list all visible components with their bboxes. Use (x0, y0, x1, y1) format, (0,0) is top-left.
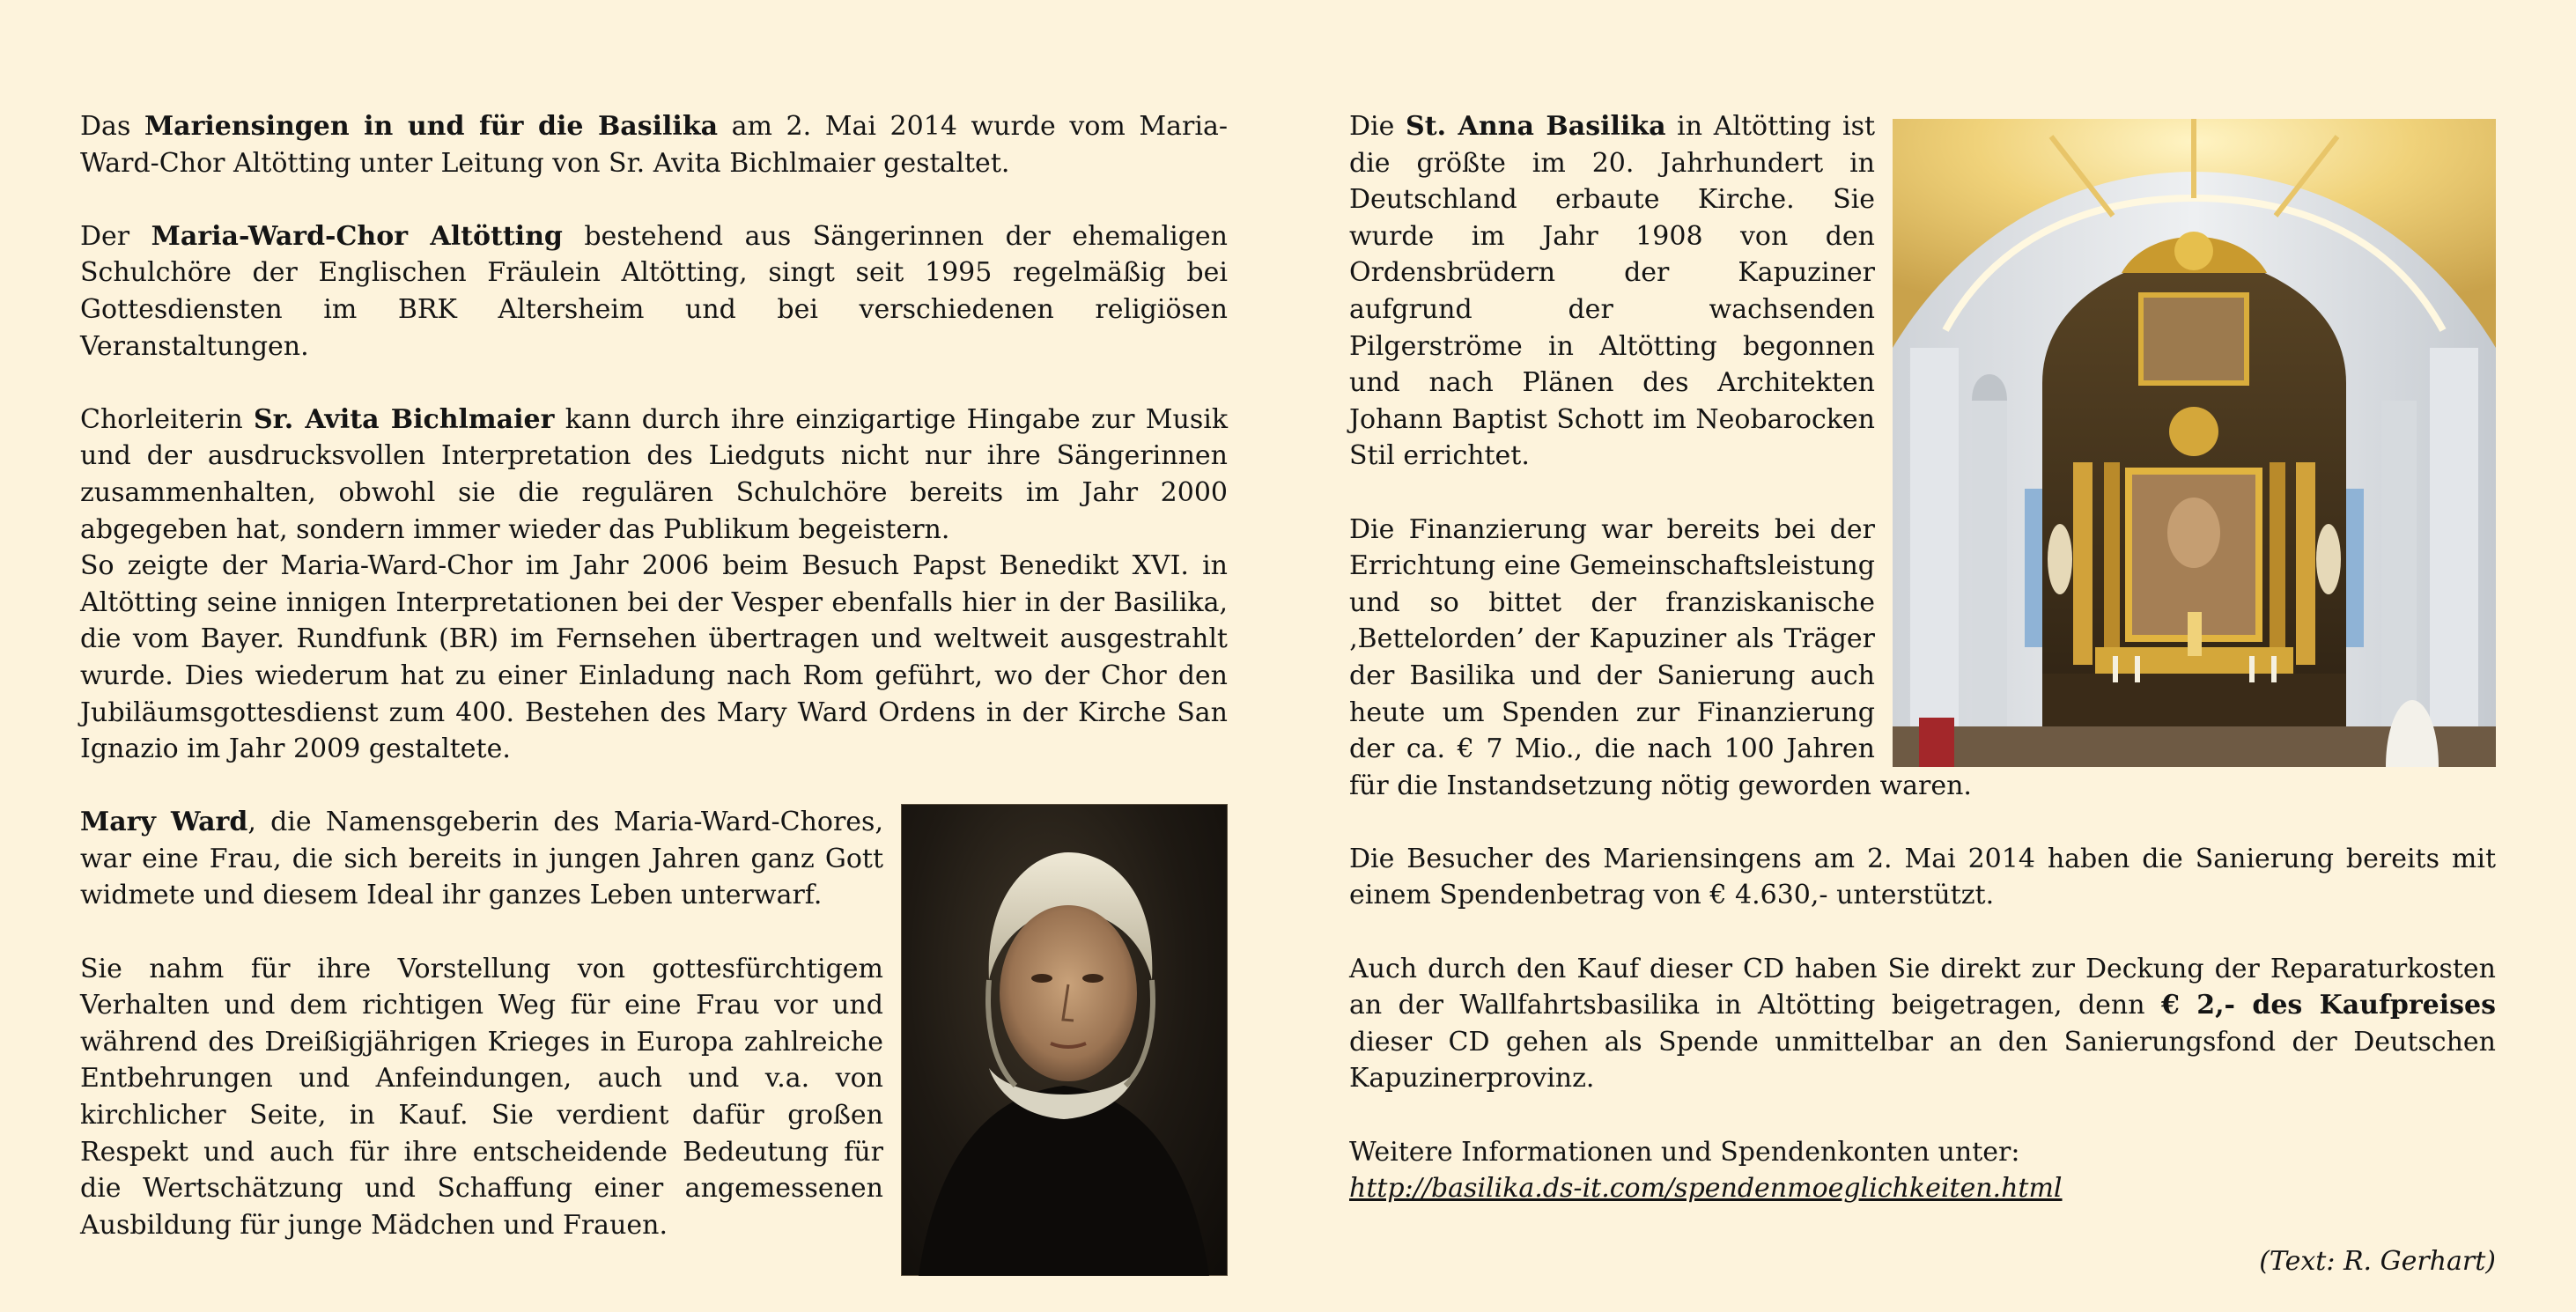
donation-url-link[interactable]: http://basilika.ds-it.com/spendenmoeglichkeiten.html (1349, 1173, 2063, 1205)
text-credit: (Text: R. Gerhart) (2259, 1246, 2496, 1278)
more-info-label: Weitere Informationen und Spendenkonten unter: (1349, 1136, 2020, 1168)
cd-purchase-paragraph: Auch durch den Kauf dieser CD haben Sie direkt zur Deckung der Reparaturkosten an der Wallfahrtsbasilika in Altötting beigetragen, denn € 2,- des Kaufpreises dieser CD gehen als Spende unmittelbar an den Sanierungsfond der Deutschen Kapuzinerprovinz. (1349, 953, 2496, 1095)
basilica-altar-photo (1893, 119, 2496, 767)
mary-ward-paragraph: Mary Ward, die Namensgeberin des Maria-Ward-Chores, war eine Frau, die sich bereits in jungen Jahren ganz Gott widmete und diesem Ideal ihr ganzes Leben unterwarf. (80, 807, 883, 911)
mary-ward-legacy-paragraph: Sie nahm für ihre Vorstellung von gottesfürchtigem Verhalten und dem richtigen Weg für eine Frau vor und während des Dreißigjährigen Krieges in Europa zahlreiche Entbehrungen und Anfeindungen, auch und v.a. von kirchlicher Seite, in Kauf. Sie verdient dafür großen Respekt und auch für ihre entscheidende Bedeutung für die Wertschätzung und Schaffung einer angemessenen Ausbildung für junge Mädchen und Frauen. (80, 953, 883, 1241)
more-info-link-line (1349, 1170, 2496, 1207)
donation-paragraph: Die Besucher des Mariensingens am 2. Mai 2014 haben die Sanierung bereits mit einem Spendenbetrag von € 4.630,- unterstützt. (1349, 843, 2496, 911)
choir-history-paragraph: So zeigte der Maria-Ward-Chor im Jahr 2006 beim Besuch Papst Benedikt XVI. in Altötting seine innigen Interpretationen bei der Vesper ebenfalls hier in der Basilika, die vom Bayer. Rundfunk (BR) im Fernsehen übertragen und weltweit ausgestrahlt wurde. Dies wiederum hat zu einer Einladung nach Rom geführt, wo der Chor den Jubiläumsgottesdienst zum 400. Bestehen des Mary Ward Ordens in der Kirche San Ignazio im Jahr 2009 gestaltete. (80, 550, 1228, 765)
left-column (80, 108, 1228, 1276)
mary-ward-portrait (901, 804, 1228, 1276)
choir-paragraph: Der Maria-Ward-Chor Altötting bestehend aus Sängerinnen der ehemaligen Schulchöre der Englischen Fräulein Altötting, singt seit 1995 regelmäßig bei Gottesdiensten im BRK Altersheim und bei verschiedenen religiösen Veranstaltungen. (80, 220, 1228, 362)
basilica-paragraph: Die St. Anna Basilika in Altötting ist die größte im 20. Jahrhundert in Deutschland erbaute Kirche. Sie wurde im Jahr 1908 von den Ordensbrüdern der Kapuziner aufgrund der wachsenden Pilgerströme in Altötting begonnen und nach Plänen des Architekten Johann Baptist Schott im Neobarocken Stil errichtet. (1349, 111, 1876, 472)
choir-leader-paragraph: Chorleiterin Sr. Avita Bichlmaier kann durch ihre einzigartige Hingabe zur Musik und der ausdrucksvollen Interpretation des Liedguts nicht nur ihre Sängerinnen zusammenhalten, obwohl sie die regulären Schulchöre bereits im Jahr 2000 abgegeben hat, sondern immer wieder das Publikum begeistern. (80, 403, 1229, 545)
right-column (1349, 108, 2496, 1280)
intro-paragraph: Das Mariensingen in und für die Basilika am 2. Mai 2014 wurde vom Maria-Ward-Chor Altötting unter Leitung von Sr. Avita Bichlmaier gestaltet. (80, 111, 1228, 179)
financing-paragraph: Die Finanzierung war bereits bei der Errichtung eine Gemeinschaftsleistung und so bittet der franziskanische ‚Bettelorden’ der Kapuziner als Träger der Basilika und der Sanierung auch heute um Spenden zur Finanzierung der ca. € 7 Mio., die nach 100 Jahren für die Instandsetzung nötig geworden waren. (1349, 513, 1972, 801)
